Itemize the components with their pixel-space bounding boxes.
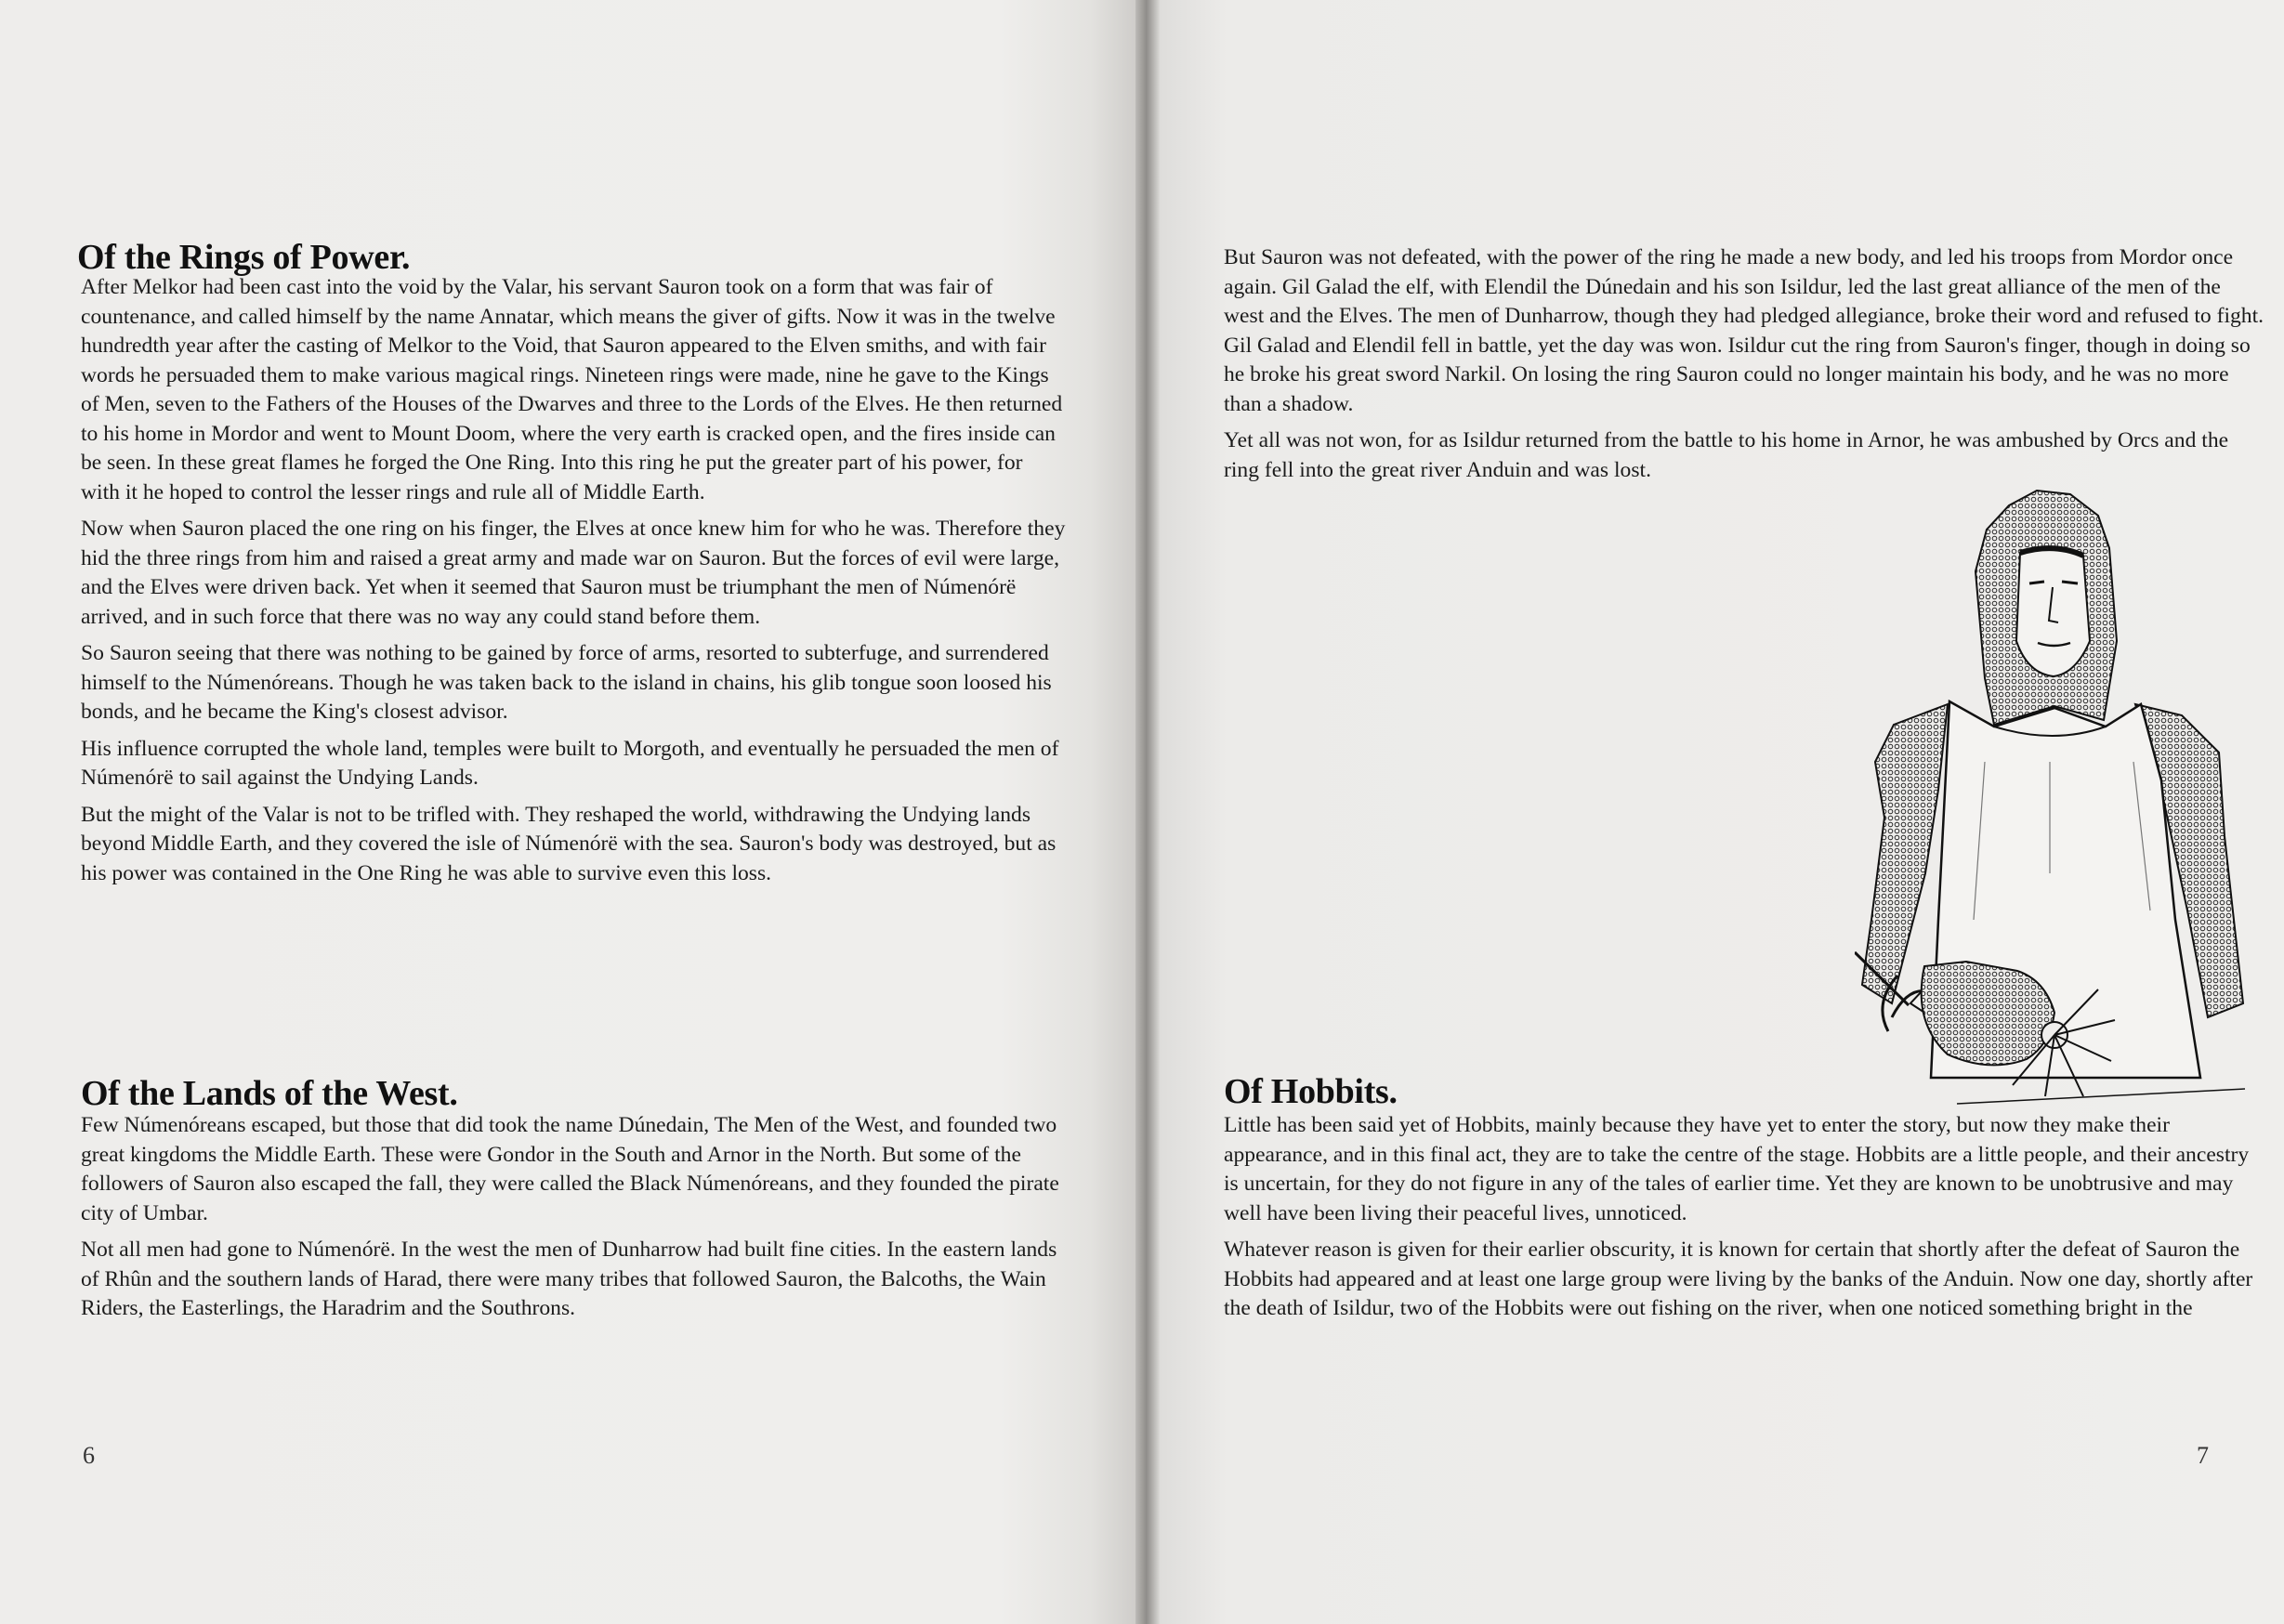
heading-lands-of-the-west: Of the Lands of the West.	[81, 1074, 458, 1113]
paragraph: Few Númenóreans escaped, but those that did took the name Dúnedain, The Men of the West, and founded two great kingdoms the Middle Earth. These were Gondor in the South and Arnor in the North. But some of the followers of Sauron also escaped the fall, they were called the Black Númenóreans, and they founded the pirate city of Umbar.	[81, 1113, 1059, 1225]
heading-rings-of-power: Of the Rings of Power.	[77, 238, 411, 277]
paragraph: Not all men had gone to Númenórë. In the west the men of Dunharrow had built fine cities. In the eastern lands of Rhûn and the southern lands of Harad, there were many tribes that followed Sauron, the Balcoths, the Wain Riders, the Easterlings, the Haradrim and the Southrons.	[81, 1238, 1057, 1320]
page-number-right: 7	[2197, 1442, 2209, 1469]
paragraph: Little has been said yet of Hobbits, mainly because they have yet to enter the story, but now they make their appearance, and in this final act, they are to take the centre of the stage. Hobbits are a little people, and their ancestry is uncertain, for they do not figure in any of the tales of earlier time. Yet they are known to be unobtrusive and may well have been living their peaceful lives, unnoticed.	[1224, 1113, 2250, 1225]
hobbits-text	[1224, 1111, 2264, 1331]
paragraph: So Sauron seeing that there was nothing to be gained by force of arms, resorted to subterfuge, and surrendered himself to the Númenóreans. Though he was taken back to the island in chains, his glib tongue soon loosed his bonds, and he became the King's closest advisor.	[81, 641, 1052, 724]
heading-of-hobbits: Of Hobbits.	[1224, 1072, 1398, 1111]
left-page	[0, 0, 1135, 1624]
paragraph: After Melkor had been cast into the void by the Valar, his servant Sauron took on a form that was fair of countenance, and called himself by the name Annatar, which means the giver of gifts. Now it was in the twelve hundredth year after the casting of Melkor to the Void, that Sauron appeared to the Elven smiths, and with fair words he persuaded them to make various magical rings. Nineteen rings were made, nine he gave to the Kings of Men, seven to the Fathers of the Houses of the Dwarves and three to the Lords of the Elves. He then returned to his home in Mordor and went to Mount Doom, where the very earth is cracked open, and the fires inside can be seen. In these great flames he forged the One Ring. Into this ring he put the greater part of his power, for with it he hoped to control the lesser rings and rule all of Middle Earth.	[81, 275, 1063, 504]
paragraph: Yet all was not won, for as Isildur returned from the battle to his home in Arnor, he was ambushed by Orcs and the ring fell into the great river Anduin and was lost.	[1224, 428, 2229, 482]
rings-of-power-text	[81, 273, 1066, 896]
paragraph: His influence corrupted the whole land, temples were built to Morgoth, and eventually he persuaded the men of Númenórë to sail against the Undying Lands.	[81, 736, 1059, 790]
book-gutter	[1135, 0, 1160, 1624]
paragraph: But Sauron was not defeated, with the power of the ring he made a new body, and led his troops from Mordor once again. Gil Galad the elf, with Elendil the Dúnedain and his son Isildur, led the last great alliance of the men of the west and the Elves. The men of Dunharrow, though they had pledged allegiance, broke their word and refused to fight. Gil Galad and Elendil fell in battle, yet the day was won. Isildur cut the ring from Sauron's finger, though in doing so he broke his great sword Narkil. On losing the ring Sauron could no longer maintain his body, and he was no more than a shadow.	[1224, 245, 2264, 416]
paragraph: Now when Sauron placed the one ring on his finger, the Elves at once knew him for who he was. Therefore they hid the three rings from him and raised a great army and made war on Sauron. But the forces of evil were large, and the Elves were driven back. Yet when it seemed that Sauron must be triumphant the men of Númenórë arrived, and in such force that there was no way any could stand before them.	[81, 517, 1066, 629]
paragraph: Whatever reason is given for their earlier obscurity, it is known for certain that shortly after the defeat of Sauron the Hobbits had appeared and at least one large group were living by the banks of the Anduin. Now one day, shortly after the death of Isildur, two of the Hobbits were out fishing on the river, when one noticed something bright in the	[1224, 1238, 2253, 1320]
right-page	[1160, 0, 2284, 1624]
page-number-left: 6	[83, 1442, 95, 1469]
intro-text	[1224, 243, 2264, 492]
knight-illustration-icon	[1855, 483, 2264, 1115]
paragraph: But the might of the Valar is not to be trifled with. They reshaped the world, withdrawing the Undying lands beyond Middle Earth, and they covered the isle of Númenórë with the sea. Sauron's body was destroyed, but as his power was contained in the One Ring he was able to survive even this loss.	[81, 802, 1057, 885]
lands-of-the-west-text	[81, 1111, 1066, 1331]
